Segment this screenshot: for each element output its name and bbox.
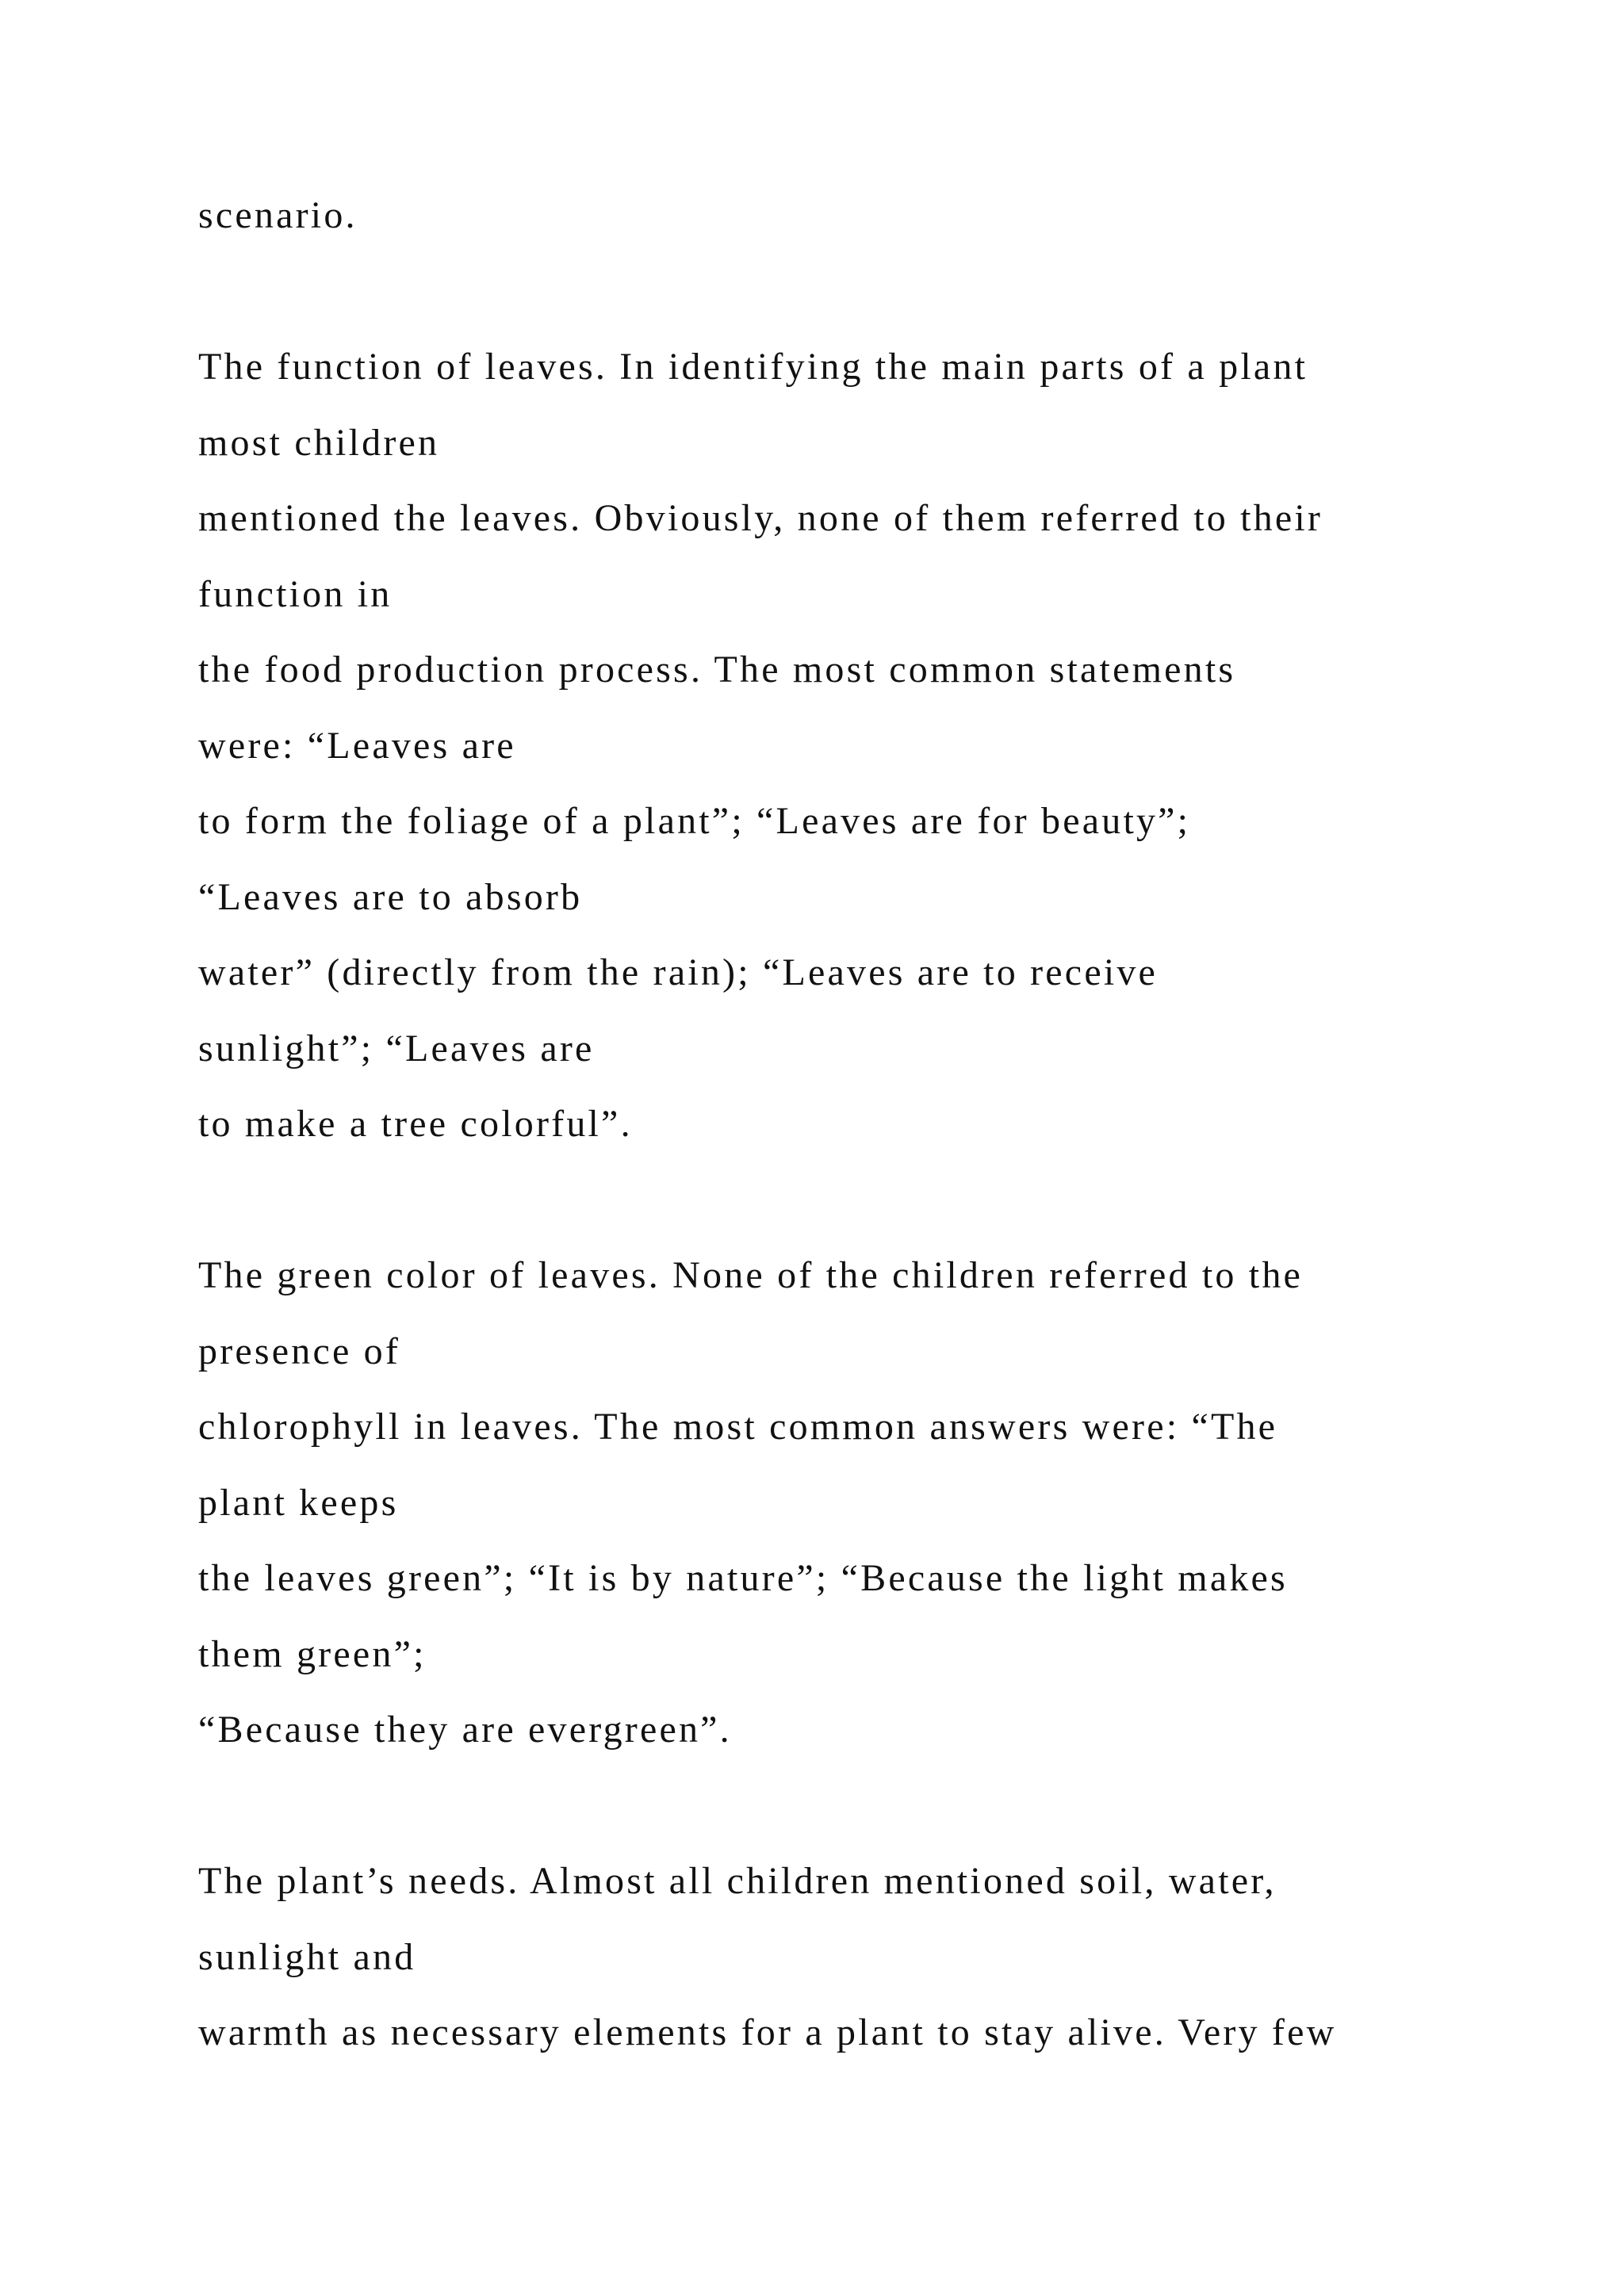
paragraph [198, 1254, 1594, 1787]
text-line: the food production process. The most common statements [198, 649, 1236, 691]
text-line: presence of [198, 1330, 401, 1372]
text-line: sunlight and [198, 1935, 416, 1978]
text-line: most children [198, 421, 440, 464]
paragraph-break [198, 1787, 1594, 1863]
text-line: to make a tree colorful”. [198, 1103, 633, 1145]
text-line: warmth as necessary elements for a plant to stay alive. Very few [198, 2011, 1337, 2053]
text-line: The function of leaves. In identifying the main parts of a plant [198, 346, 1308, 388]
paragraph-break [198, 273, 1594, 349]
text-line: scenario. [198, 194, 358, 236]
text-line: function in [198, 572, 393, 615]
text-line: the leaves green”; “It is by nature”; “Because the light makes [198, 1557, 1288, 1599]
paragraph [198, 194, 1594, 273]
document-body [198, 194, 1594, 2090]
text-line: were: “Leaves are [198, 724, 516, 767]
paragraph-break [198, 1181, 1594, 1257]
paragraph [198, 1862, 1594, 2090]
text-line: “Leaves are to absorb [198, 875, 583, 918]
text-line: mentioned the leaves. Obviously, none of them referred to their [198, 497, 1323, 539]
text-line: “Because they are evergreen”. [198, 1709, 732, 1751]
text-line: to form the foliage of a plant”; “Leaves are for beauty”; [198, 800, 1191, 842]
text-line: chlorophyll in leaves. The most common answers were: “The [198, 1406, 1278, 1448]
text-line: The plant’s needs. Almost all children mentioned soil, water, [198, 1860, 1277, 1902]
paragraph [198, 348, 1594, 1181]
text-line: water” (directly from the rain); “Leaves are to receive [198, 951, 1159, 993]
text-line: plant keeps [198, 1481, 399, 1524]
text-line: sunlight”; “Leaves are [198, 1027, 595, 1070]
text-line: The green color of leaves. None of the children referred to the [198, 1254, 1304, 1296]
text-line: them green”; [198, 1632, 427, 1675]
